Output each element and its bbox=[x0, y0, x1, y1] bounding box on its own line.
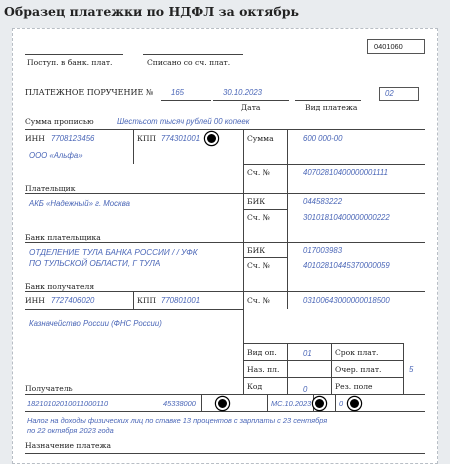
payer-inn: 7708123456 bbox=[51, 134, 95, 143]
field-108: 0 bbox=[339, 399, 344, 408]
payer-bank-label: Банк плательщика bbox=[25, 233, 101, 242]
payment-order-form bbox=[12, 28, 438, 464]
grid-line bbox=[25, 193, 425, 194]
grid-line bbox=[133, 129, 134, 164]
spisano-line bbox=[143, 54, 243, 55]
recipient-account-label: Сч. № bbox=[247, 296, 270, 305]
order-number: 165 bbox=[171, 88, 185, 97]
kod-label: Код bbox=[247, 382, 263, 391]
tax-period: МС.10.2023 bbox=[271, 399, 312, 408]
grid-line bbox=[243, 360, 403, 361]
grid-line bbox=[335, 394, 336, 411]
kod: 0 bbox=[303, 385, 308, 394]
postup-line bbox=[25, 54, 123, 55]
date-label: Дата bbox=[241, 103, 261, 112]
highlight-marker bbox=[205, 132, 218, 145]
grid-line bbox=[243, 129, 244, 394]
oktmo: 45338000 bbox=[163, 399, 196, 408]
sum-in-words: Шестьсот тысяч рублей 00 копеек bbox=[117, 117, 250, 126]
grid-line bbox=[25, 309, 243, 310]
purpose-line2: по 22 октября 2023 года bbox=[27, 426, 114, 435]
naz-pl-label: Наз. пл. bbox=[247, 365, 280, 374]
grid-line bbox=[243, 257, 287, 258]
page-title: Образец платежки по НДФЛ за октябрь bbox=[4, 4, 299, 19]
recipient-bank-label: Банк получателя bbox=[25, 282, 95, 291]
recipient-kpp: 770801001 bbox=[161, 296, 201, 305]
order-title: ПЛАТЕЖНОЕ ПОРУЧЕНИЕ № bbox=[25, 88, 154, 97]
payer-account: 40702810400000001111 bbox=[303, 168, 388, 177]
vid-op-label: Вид оп. bbox=[247, 348, 277, 357]
grid-line bbox=[331, 343, 332, 394]
grid-line bbox=[133, 291, 134, 309]
grid-line bbox=[243, 377, 403, 378]
grid-line bbox=[287, 129, 288, 309]
grid-line bbox=[267, 394, 268, 411]
grid-line bbox=[25, 411, 425, 412]
grid-line bbox=[243, 343, 403, 344]
payer-label: Плательщик bbox=[25, 184, 76, 193]
recipient-inn-label: ИНН bbox=[25, 296, 45, 305]
payer-bik-label: БИК bbox=[247, 197, 266, 206]
recipient-corr-account: 40102810445370000059 bbox=[303, 261, 390, 270]
kbk: 18210102010011000110 bbox=[27, 399, 109, 408]
payer-inn-label: ИНН bbox=[25, 134, 45, 143]
purpose-label: Назначение платежа bbox=[25, 441, 112, 450]
grid-line bbox=[25, 394, 425, 395]
vid-op: 01 bbox=[303, 349, 312, 358]
recipient-bik-label: БИК bbox=[247, 246, 266, 255]
payment-code: 02 bbox=[385, 89, 394, 98]
recipient-corr-label: Сч. № bbox=[247, 261, 270, 270]
ocher-plat: 5 bbox=[409, 365, 414, 374]
recipient-kpp-label: КПП bbox=[137, 296, 157, 305]
payer-corr-account: 30101810400000000222 bbox=[303, 213, 390, 222]
payer-account-label: Сч. № bbox=[247, 168, 270, 177]
order-date-line bbox=[213, 100, 289, 101]
grid-line bbox=[25, 291, 425, 292]
payer-kpp: 774301001 bbox=[161, 134, 201, 143]
payer-bank-name: АКБ «Надежный» г. Москва bbox=[29, 199, 130, 208]
amount: 600 000-00 bbox=[303, 134, 343, 143]
recipient-bank-line2: ПО ТУЛЬСКОЙ ОБЛАСТИ, Г ТУЛА bbox=[29, 259, 161, 268]
highlight-marker bbox=[216, 397, 229, 410]
grid-line bbox=[25, 129, 425, 130]
recipient-name: Казначейство России (ФНС России) bbox=[29, 319, 162, 328]
srok-plat-label: Срок плат. bbox=[335, 348, 379, 357]
purpose-line1: Налог на доходы физических лиц по ставке 13 процентов с зарплаты с 23 сентября bbox=[27, 416, 328, 425]
spisano-label: Списано со сч. плат. bbox=[147, 58, 231, 67]
summa-label: Сумма bbox=[247, 134, 274, 143]
form-code: 0401060 bbox=[374, 42, 403, 51]
grid-line bbox=[243, 209, 287, 210]
recipient-bank-line1: ОТДЕЛЕНИЕ ТУЛА БАНКА РОССИИ / / УФК bbox=[29, 248, 198, 257]
grid-line bbox=[25, 453, 425, 454]
rez-pole-label: Рез. поле bbox=[335, 382, 373, 391]
grid-line bbox=[287, 343, 288, 394]
payer-name: ООО «Альфа» bbox=[29, 151, 83, 160]
payment-type-label: Вид платежа bbox=[305, 103, 358, 112]
grid-line bbox=[201, 394, 202, 411]
grid-line bbox=[243, 164, 425, 165]
recipient-label: Получатель bbox=[25, 384, 73, 393]
recipient-account: 03100643000000018500 bbox=[303, 296, 390, 305]
sum-words-label: Сумма прописью bbox=[25, 117, 94, 126]
payment-type-line bbox=[295, 100, 361, 101]
highlight-marker bbox=[348, 397, 361, 410]
recipient-inn: 7727406020 bbox=[51, 296, 95, 305]
payer-bik: 044583222 bbox=[303, 197, 343, 206]
postup-label: Поступ. в банк. плат. bbox=[27, 58, 113, 67]
recipient-bik: 017003983 bbox=[303, 246, 343, 255]
ocher-plat-label: Очер. плат. bbox=[335, 365, 382, 374]
grid-line bbox=[403, 343, 404, 394]
grid-line bbox=[25, 242, 425, 243]
highlight-marker bbox=[313, 397, 326, 410]
order-number-line bbox=[161, 100, 211, 101]
payer-kpp-label: КПП bbox=[137, 134, 157, 143]
payer-corr-label: Сч. № bbox=[247, 213, 270, 222]
order-date: 30.10.2023 bbox=[223, 88, 263, 97]
